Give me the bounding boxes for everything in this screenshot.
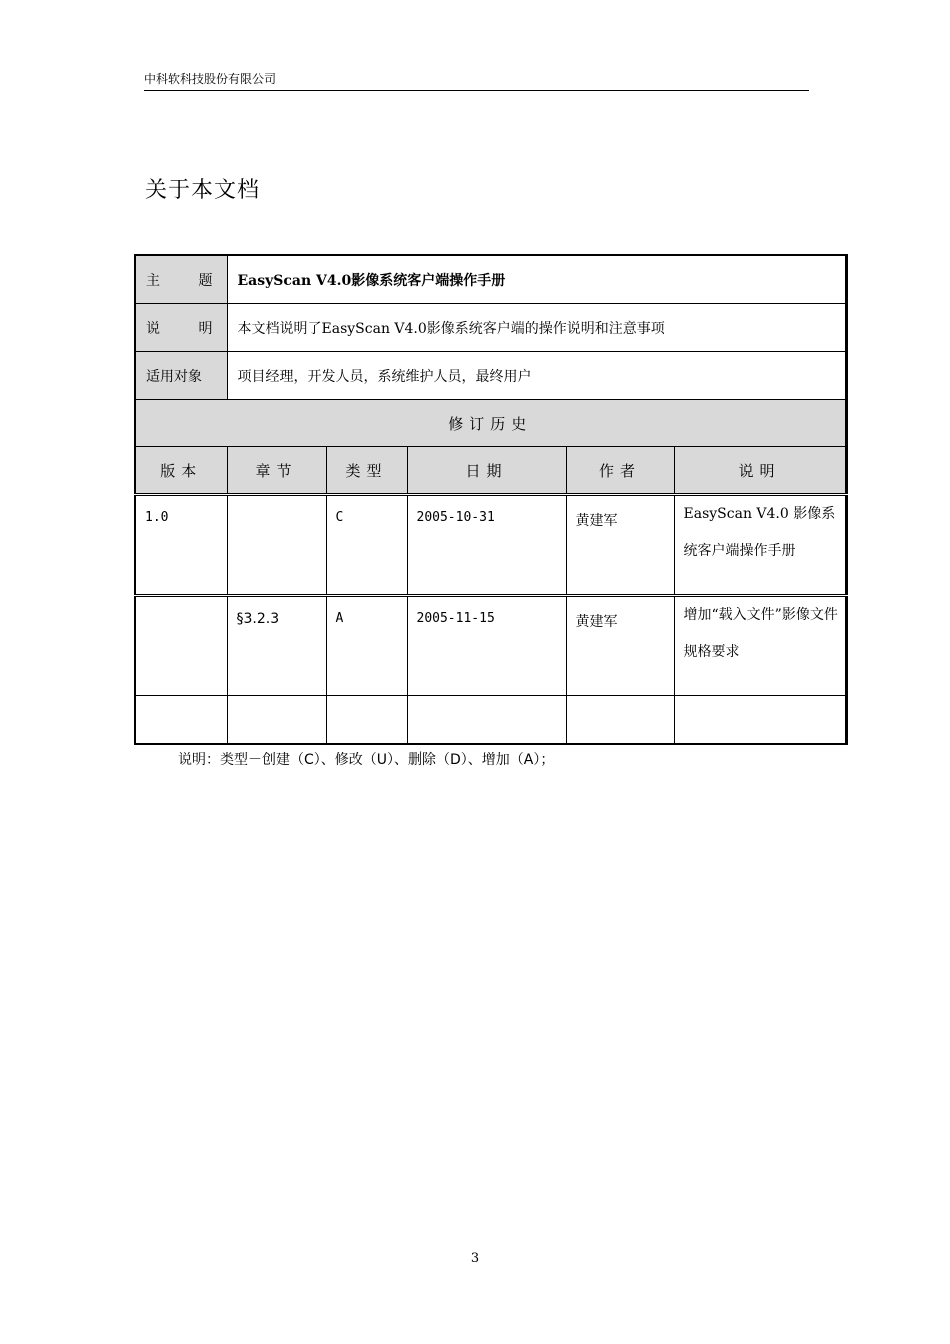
revision-date: 2005-11-15 [407, 596, 566, 696]
table-row [135, 495, 846, 596]
revision-date: 2005-10-31 [407, 495, 566, 596]
description-label-char-1: 说 [146, 320, 160, 337]
revision-author: 黄建军 [566, 495, 674, 596]
revision-version [135, 696, 227, 745]
audience-label: 适用对象 [135, 352, 227, 400]
column-header-author: 作者 [566, 447, 674, 495]
type-legend-note: 说明：类型－创建（C）、修改（U）、删除（D）、增加（A）； [178, 752, 555, 768]
description-value: 本文档说明了EasyScan V4.0影像系统客户端的操作说明和注意事项 [227, 304, 846, 352]
page-header [144, 70, 809, 91]
subject-value: EasyScan V4.0影像系统客户端操作手册 [227, 255, 846, 304]
column-header-section: 章节 [227, 447, 326, 495]
document-info-table [134, 254, 848, 745]
page-number: 3 [470, 1251, 480, 1266]
column-header-version: 版本 [135, 447, 227, 495]
revision-section [227, 696, 326, 745]
subject-row [135, 255, 846, 304]
revision-section: §3.2.3 [227, 596, 326, 696]
description-label-char-2: 明 [198, 320, 213, 337]
column-header-type: 类型 [326, 447, 407, 495]
subject-label-char-1: 主 [146, 272, 160, 289]
revision-history-header-row [135, 400, 846, 447]
revision-type: C [326, 495, 407, 596]
section-title: 关于本文档 [145, 178, 261, 203]
revision-history-title: 修订历史 [135, 400, 846, 447]
revision-author: 黄建军 [566, 596, 674, 696]
revision-note: EasyScan V4.0 影像系统客户端操作手册 [674, 495, 846, 596]
company-name: 中科软科技股份有限公司 [144, 72, 277, 86]
description-row [135, 304, 846, 352]
revision-section [227, 495, 326, 596]
revision-date [407, 696, 566, 745]
revision-column-header-row [135, 447, 846, 495]
description-label [135, 304, 227, 352]
audience-row [135, 352, 846, 400]
revision-version [135, 596, 227, 696]
column-header-note: 说明 [674, 447, 846, 495]
revision-note: 增加“载入文件”影像文件规格要求 [674, 596, 846, 696]
subject-label [135, 255, 227, 304]
subject-label-char-2: 题 [198, 272, 213, 289]
column-header-date: 日期 [407, 447, 566, 495]
revision-type: A [326, 596, 407, 696]
audience-value: 项目经理，开发人员，系统维护人员，最终用户 [227, 352, 846, 400]
revision-type [326, 696, 407, 745]
table-row [135, 596, 846, 696]
revision-author [566, 696, 674, 745]
revision-note [674, 696, 846, 745]
table-row [135, 696, 846, 745]
revision-version: 1.0 [135, 495, 227, 596]
